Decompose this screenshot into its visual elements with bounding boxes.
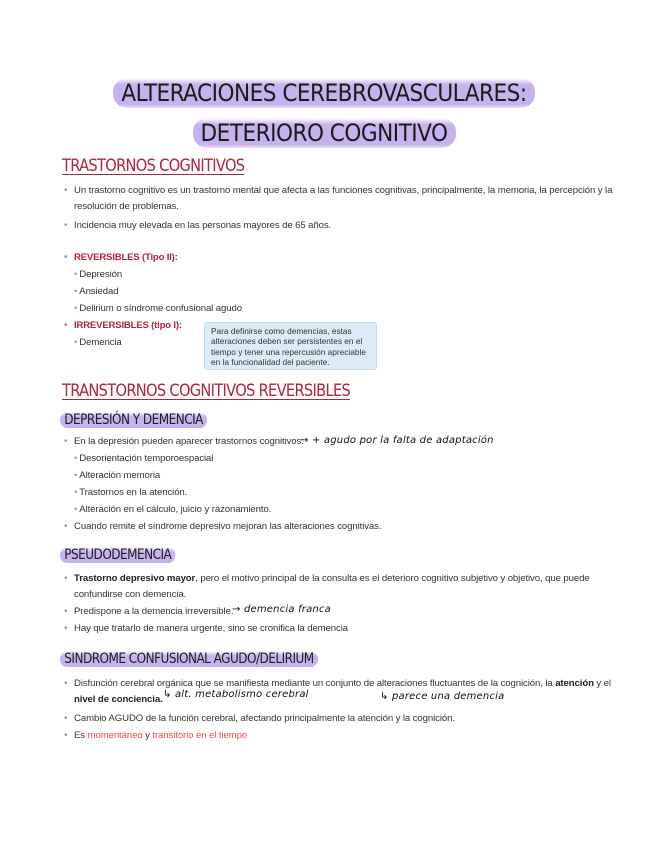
red-text: transitorio en el tiempo xyxy=(152,730,248,741)
paragraph-pseudo-3: • Hay que tratarlo de manera urgente, sino se cronifica la demencia xyxy=(74,621,348,637)
page-title-line-1 xyxy=(0,78,648,108)
text: Es xyxy=(74,730,88,741)
text: y el xyxy=(593,678,611,689)
list-item: • Delirium o síndrome confusional agudo xyxy=(74,301,242,317)
heading-depresion-demencia xyxy=(60,412,207,428)
list-item: • Alteración memoria xyxy=(74,468,160,484)
text: , pero el motivo principal de la consulta es el deterioro cognitivo subjetivo y objetivo, que puede xyxy=(195,573,590,584)
list-item: • Demencia xyxy=(74,335,122,351)
paragraph-definition-cont: resolución de problemas. xyxy=(74,201,179,212)
heading-trastornos-cognitivos: TRASTORNOS COGNITIVOS xyxy=(62,156,245,176)
red-text: momentáneo xyxy=(87,730,143,741)
title-highlight: DETERIORO COGNITIVO xyxy=(193,118,456,148)
heading-sindrome-confusional xyxy=(60,651,318,667)
heading-transtornos-reversibles: TRANSTORNOS COGNITIVOS REVERSIBLES xyxy=(62,381,351,401)
paragraph-pseudo-2: • Predispone a la demencia irreversible. xyxy=(74,604,233,620)
paragraph-pseudo-1-cont: confundirse con demencia. xyxy=(74,589,187,600)
text: y xyxy=(142,730,153,741)
paragraph-depresion-closing: • Cuando remite el síndrome depresivo mejoran las alteraciones cognitivas. xyxy=(74,519,381,535)
bold-text: Trastorno depresivo mayor xyxy=(74,573,196,584)
list-item: • Desorientación temporoespacial xyxy=(74,451,213,467)
handwritten-note: → demencia franca xyxy=(232,604,331,615)
text: Disfunción cerebral orgánica que se manifiesta mediante un conjunto de alteraciones fluctuantes de la cognición, la xyxy=(74,678,556,689)
list-item: • Ansiedad xyxy=(74,284,118,300)
paragraph-incidence: • Incidencia muy elevada en las personas mayores de 65 años. xyxy=(74,218,331,234)
heading-text: SINDROME CONFUSIONAL AGUDO/DELIRIUM xyxy=(60,651,318,667)
list-item: • Alteración en el cálculo, juicio y razonamiento. xyxy=(74,502,271,518)
paragraph-sindrome-3 xyxy=(74,728,247,744)
list-item: • Depresión xyxy=(74,267,122,283)
handwritten-note: ↳ parece una demencia xyxy=(380,691,505,702)
heading-pseudodemencia xyxy=(60,547,176,563)
title-highlight: ALTERACIONES CEREBROVASCULARES: xyxy=(113,78,534,108)
bold-text: atención xyxy=(555,678,594,689)
heading-text: PSEUDODEMENCIA xyxy=(60,547,176,563)
label-irreversibles: • IRREVERSIBLES (tipo I): xyxy=(74,318,182,334)
paragraph-depresion-intro: • En la depresión pueden aparecer trastornos cognitivos: xyxy=(74,434,304,450)
paragraph-pseudo-1 xyxy=(74,571,590,587)
paragraph-sindrome-1-cont: nivel de conciencia. xyxy=(74,694,163,705)
note-box: Para definirse como demencias, estas alteraciones deben ser persistentes en el tiempo y tener una repercusión apreciable en la funcionalidad del paciente. xyxy=(204,322,377,370)
handwritten-note: ↳ alt. metabolismo cerebral xyxy=(163,689,309,700)
paragraph-definition: • Un trastorno cognitivo es un trastorno mental que afecta a las funciones cognitivas, principalmente, la memoria, la percepción y la xyxy=(74,183,612,199)
paragraph-sindrome-2: • Cambio AGUDO de la función cerebral, afectando principalmente la atención y la cognición. xyxy=(74,711,455,727)
handwritten-note: → + agudo por la falta de adaptación xyxy=(300,435,494,446)
heading-text: DEPRESIÓN Y DEMENCIA xyxy=(60,412,207,428)
label-reversibles: • REVERSIBLES (Tipo II): xyxy=(74,250,178,266)
list-item: • Trastornos en la atención. xyxy=(74,485,187,501)
paragraph-sindrome-1 xyxy=(74,676,611,692)
page-title-line-2 xyxy=(0,118,648,148)
